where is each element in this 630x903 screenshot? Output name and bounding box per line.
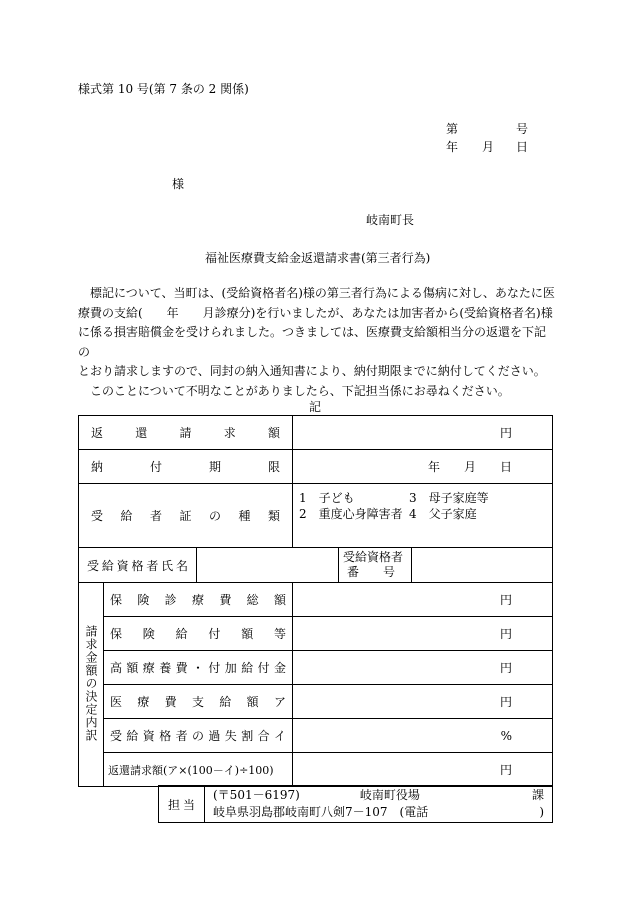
breakdown-label: 受給資格者の過失割合イ (110, 729, 287, 743)
doc-number-dai: 第 (446, 122, 459, 136)
formula-label: 返還請求額(ア×(100－イ)÷100) (108, 763, 274, 777)
ki-heading: 記 (309, 400, 322, 414)
contact-ka: 課 (531, 788, 544, 802)
body-line: このことについて不明なことがありましたら、下記担当係にお尋ねください。 (90, 383, 510, 398)
certificate-type-options[interactable] (293, 484, 553, 548)
nofu-label: 納付期限 (91, 460, 281, 474)
contact-address: 岐阜県羽島郡岐南町八剣7－107 (電話 (213, 805, 429, 819)
type-option-1: 1 子ども (299, 491, 355, 505)
body-line: 標記について、当町は、(受給資格者名)様の第三者行為による傷病に対し、あなたに医 (90, 286, 555, 300)
contact-label: 担当 (168, 797, 195, 812)
unit: 円 (500, 593, 513, 607)
date-year: 年 (446, 140, 459, 154)
breakdown-side-label: 請求金額の決定内訳 (84, 624, 98, 742)
name-label: 受給資格者氏名 (87, 558, 188, 573)
breakdown-amount-field[interactable] (293, 719, 553, 753)
addressee-suffix: 様 (172, 177, 185, 191)
contact-postal: (〒501－6197) (213, 788, 300, 802)
body-text (78, 284, 556, 401)
breakdown-label: 保険給付額等 (110, 627, 287, 641)
contact-box (158, 785, 553, 823)
breakdown-amount-field[interactable] (293, 685, 553, 719)
type-option-3: 3 母子家庭等 (409, 491, 489, 505)
unit: 円 (500, 627, 513, 641)
name-field[interactable] (197, 548, 339, 583)
yen-unit: 円 (500, 426, 513, 440)
formula-amount-field[interactable] (293, 753, 553, 787)
breakdown-amount-field[interactable] (293, 617, 553, 651)
breakdown-amount-field[interactable] (293, 583, 553, 617)
breakdown-label: 保険診療費総額 (110, 593, 287, 607)
unit: 円 (500, 695, 513, 709)
body-line: 療費の支給( 年 月診療分)を行いましたが、あなたは加害者から(受給資格者名)様 (78, 305, 553, 320)
number-label-line2: 番 号 (347, 565, 396, 579)
unit: % (500, 728, 513, 743)
issuer-name: 岐南町長 (366, 213, 415, 227)
henkan-label: 返還請求額 (91, 426, 281, 440)
henkan-amount-field[interactable] (293, 416, 553, 450)
number-field[interactable] (412, 548, 553, 583)
document-title: 福祉医療費支給金返還請求書(第三者行為) (205, 251, 431, 265)
body-line: に係る損害賠償金を受けられました。つきましては、医療費支給額相当分の返還を下記の (78, 325, 547, 359)
breakdown-amount-field[interactable] (293, 651, 553, 685)
nofu-date-field[interactable] (293, 450, 553, 484)
breakdown-label: 高額療養費・付加給付金 (110, 661, 287, 675)
breakdown-label: 医療費支給額ア (110, 695, 287, 709)
nofu-date: 年 月 日 (428, 460, 513, 474)
body-line: とおり請求しますので、同封の納入通知書により、納付期限までに納付してください。 (78, 364, 546, 378)
number-label-line1: 受給資格者 (343, 550, 404, 564)
request-table (78, 415, 553, 787)
type-option-4: 4 父子家庭 (409, 507, 477, 521)
doc-number-go: 号 (516, 122, 529, 136)
date-month: 月 (482, 140, 495, 154)
unit: 円 (500, 661, 513, 675)
shubetsu-label: 受給者証の種類 (91, 509, 281, 523)
contact-close-paren: ) (539, 805, 544, 819)
unit: 円 (500, 763, 513, 777)
contact-office: 岐南町役場 (359, 788, 420, 802)
form-number: 様式第 10 号(第 7 条の 2 関係) (78, 82, 249, 96)
type-option-2: 2 重度心身障害者 (299, 507, 403, 521)
date-day: 日 (516, 140, 529, 154)
